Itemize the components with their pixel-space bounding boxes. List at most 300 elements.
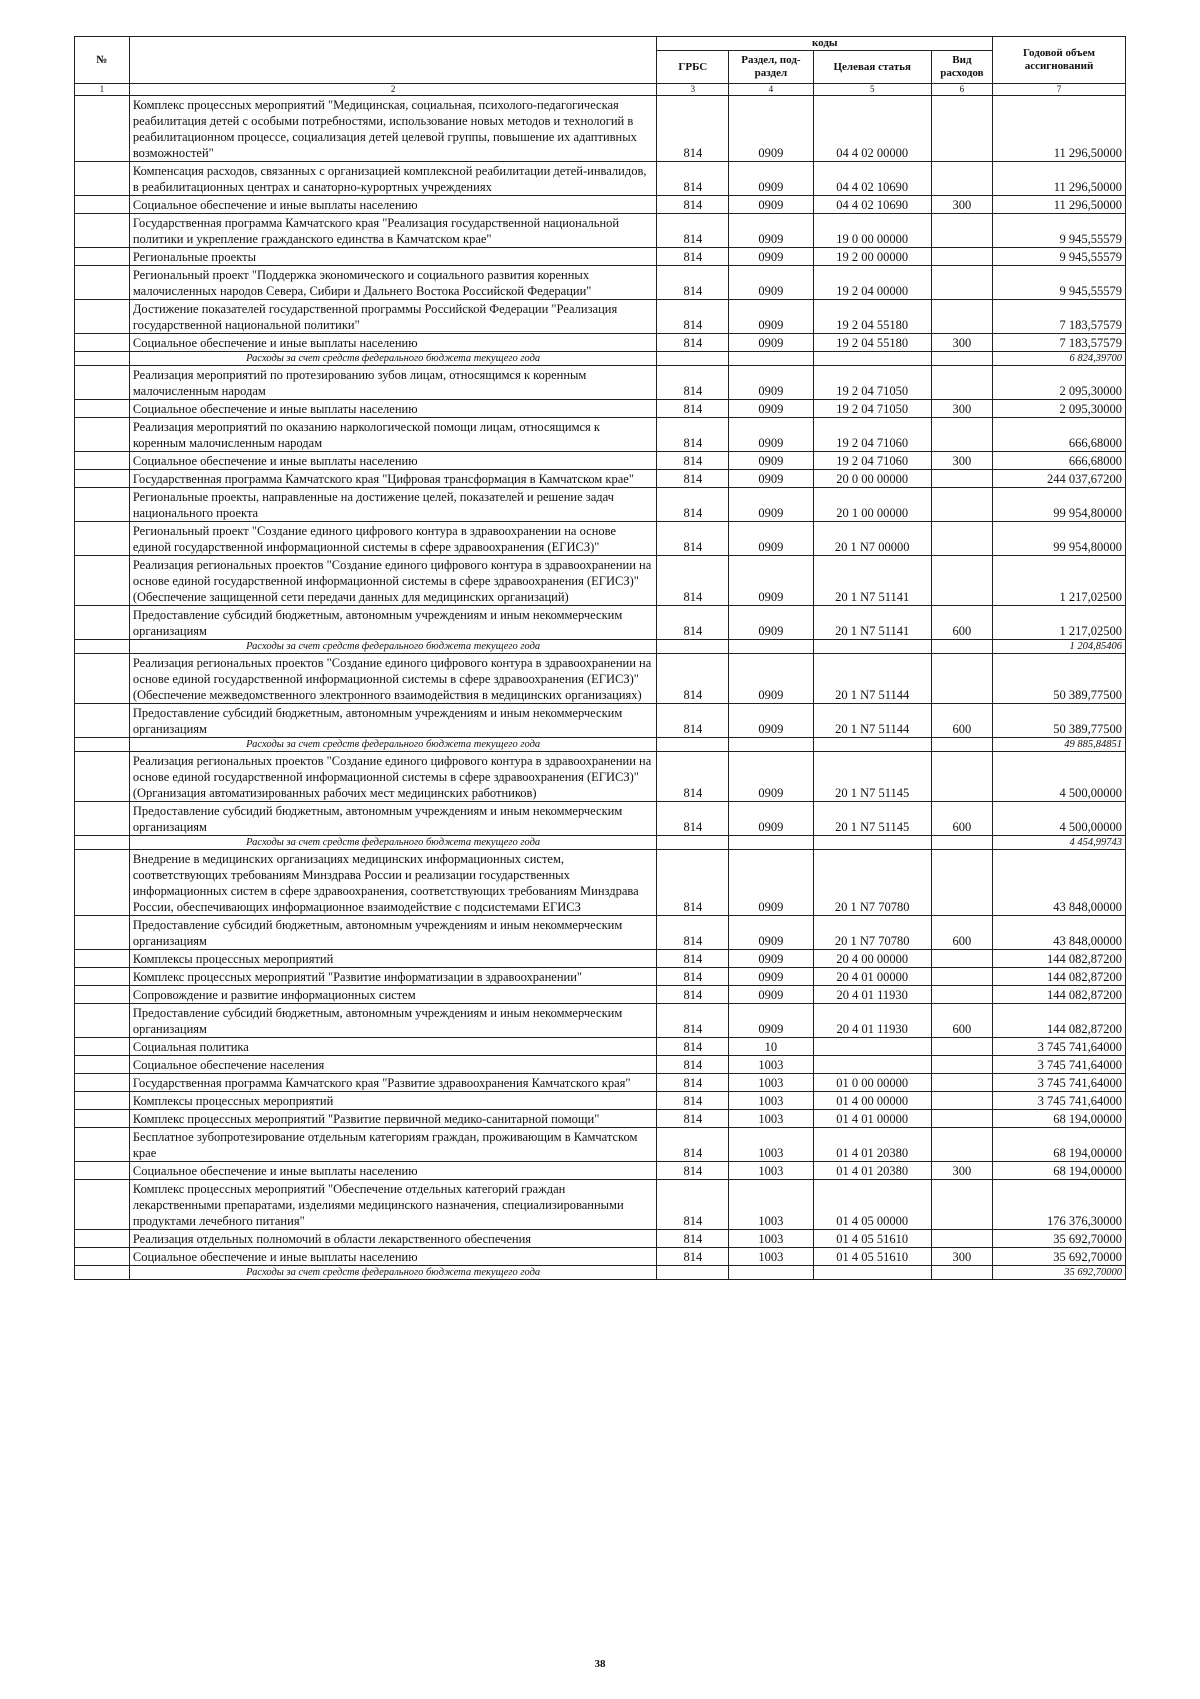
page-number: 38 — [594, 1658, 606, 1670]
razdel-cell: 1003 — [729, 1056, 813, 1074]
tsel-cell: 01 4 05 51610 — [813, 1248, 931, 1266]
sum-cell: 7 183,57579 — [993, 334, 1126, 352]
sum-cell: 3 745 741,64000 — [993, 1056, 1126, 1074]
table-row — [75, 248, 1126, 266]
sum-cell: 2 095,30000 — [993, 400, 1126, 418]
tsel-cell — [813, 352, 931, 366]
grbs-cell: 814 — [657, 1038, 729, 1056]
sum-cell: 50 389,77500 — [993, 704, 1126, 738]
grbs-cell: 814 — [657, 196, 729, 214]
header-description — [129, 37, 657, 84]
tsel-cell: 01 4 05 51610 — [813, 1230, 931, 1248]
row-number-cell — [75, 1128, 130, 1162]
table-row — [75, 96, 1126, 162]
tsel-cell: 20 1 00 00000 — [813, 488, 931, 522]
header-index: 3 — [657, 84, 729, 96]
razdel-cell: 1003 — [729, 1110, 813, 1128]
razdel-cell: 1003 — [729, 1092, 813, 1110]
description-cell: Комплекс процессных мероприятий "Развитие информатизации в здравоохранении" — [129, 968, 657, 986]
tsel-cell: 01 4 00 00000 — [813, 1092, 931, 1110]
grbs-cell: 814 — [657, 334, 729, 352]
table-row — [75, 654, 1126, 704]
vid-cell — [931, 556, 992, 606]
table-row — [75, 522, 1126, 556]
table-row — [75, 606, 1126, 640]
razdel-cell: 0909 — [729, 488, 813, 522]
grbs-cell: 814 — [657, 162, 729, 196]
description-cell: Социальная политика — [129, 1038, 657, 1056]
table-row — [75, 752, 1126, 802]
table-row — [75, 452, 1126, 470]
grbs-cell: 814 — [657, 1056, 729, 1074]
description-cell: Сопровождение и развитие информационных систем — [129, 986, 657, 1004]
row-number-cell — [75, 418, 130, 452]
grbs-cell: 814 — [657, 488, 729, 522]
description-cell: Расходы за счет средств федерального бюджета текущего года — [129, 1266, 657, 1280]
sum-cell: 244 037,67200 — [993, 470, 1126, 488]
tsel-cell: 01 4 05 00000 — [813, 1180, 931, 1230]
sum-cell: 43 848,00000 — [993, 850, 1126, 916]
sum-cell: 99 954,80000 — [993, 522, 1126, 556]
vid-cell — [931, 968, 992, 986]
razdel-cell: 0909 — [729, 522, 813, 556]
description-cell: Реализация отдельных полномочий в области лекарственного обеспечения — [129, 1230, 657, 1248]
description-cell: Внедрение в медицинских организациях медицинских информационных систем, соответствующих требованиям Минздрава России и реализации государственных информационных систем в сфере здравоохранения, соответствующих требованиям Минздрава России, обеспечивающих информационное взаимодействие с подсистемами ЕГИСЗ — [129, 850, 657, 916]
grbs-cell: 814 — [657, 950, 729, 968]
table-row — [75, 986, 1126, 1004]
tsel-cell: 20 1 N7 00000 — [813, 522, 931, 556]
vid-cell — [931, 366, 992, 400]
vid-cell — [931, 1110, 992, 1128]
vid-cell — [931, 654, 992, 704]
razdel-cell: 0909 — [729, 916, 813, 950]
vid-cell — [931, 214, 992, 248]
vid-cell: 600 — [931, 606, 992, 640]
tsel-cell: 20 1 N7 51145 — [813, 802, 931, 836]
tsel-cell: 20 1 N7 70780 — [813, 850, 931, 916]
grbs-cell: 814 — [657, 418, 729, 452]
table-row — [75, 1230, 1126, 1248]
grbs-cell: 814 — [657, 1128, 729, 1162]
description-cell: Социальное обеспечение и иные выплаты населению — [129, 400, 657, 418]
table-row — [75, 400, 1126, 418]
row-number-cell — [75, 400, 130, 418]
budget-table-page — [74, 36, 1126, 1280]
sum-cell: 7 183,57579 — [993, 300, 1126, 334]
table-row — [75, 850, 1126, 916]
vid-cell: 600 — [931, 802, 992, 836]
table-row — [75, 1110, 1126, 1128]
row-number-cell — [75, 522, 130, 556]
sum-cell: 666,68000 — [993, 418, 1126, 452]
sum-cell: 1 217,02500 — [993, 606, 1126, 640]
table-row — [75, 1038, 1126, 1056]
vid-cell: 600 — [931, 704, 992, 738]
table-row — [75, 334, 1126, 352]
sum-cell: 3 745 741,64000 — [993, 1092, 1126, 1110]
vid-cell — [931, 640, 992, 654]
federal-budget-row — [75, 1266, 1126, 1280]
row-number-cell — [75, 300, 130, 334]
federal-budget-row — [75, 836, 1126, 850]
razdel-cell: 0909 — [729, 968, 813, 986]
description-cell: Реализация мероприятий по оказанию наркологической помощи лицам, относящимся к коренным малочисленным народам — [129, 418, 657, 452]
description-cell: Расходы за счет средств федерального бюджета текущего года — [129, 352, 657, 366]
sum-cell: 11 296,50000 — [993, 196, 1126, 214]
grbs-cell: 814 — [657, 1230, 729, 1248]
razdel-cell: 0909 — [729, 96, 813, 162]
description-cell: Реализация региональных проектов "Создание единого цифрового контура в здравоохранении на основе единой государственной информационной системы в сфере здравоохранения (ЕГИСЗ)" (Обеспечение межведомственного электронного взаимодействия в медицинских организациях) — [129, 654, 657, 704]
description-cell: Комплекс процессных мероприятий "Обеспечение отдельных категорий граждан лекарственными препаратами, изделиями медицинского назначения, специализированными продуктами лечебного питания" — [129, 1180, 657, 1230]
vid-cell — [931, 266, 992, 300]
grbs-cell: 814 — [657, 654, 729, 704]
razdel-cell: 1003 — [729, 1128, 813, 1162]
header-index: 2 — [129, 84, 657, 96]
grbs-cell: 814 — [657, 1248, 729, 1266]
sum-cell: 43 848,00000 — [993, 916, 1126, 950]
grbs-cell: 814 — [657, 522, 729, 556]
table-row — [75, 704, 1126, 738]
grbs-cell: 814 — [657, 1110, 729, 1128]
grbs-cell: 814 — [657, 1092, 729, 1110]
grbs-cell: 814 — [657, 214, 729, 248]
description-cell: Государственная программа Камчатского края "Цифровая трансформация в Камчатском крае" — [129, 470, 657, 488]
razdel-cell — [729, 1266, 813, 1280]
header-vid: Вид расходов — [931, 51, 992, 84]
sum-cell: 68 194,00000 — [993, 1128, 1126, 1162]
vid-cell — [931, 488, 992, 522]
description-cell: Предоставление субсидий бюджетным, автономным учреждениям и иным некоммерческим организациям — [129, 802, 657, 836]
row-number-cell — [75, 96, 130, 162]
vid-cell — [931, 836, 992, 850]
vid-cell — [931, 850, 992, 916]
sum-cell: 144 082,87200 — [993, 968, 1126, 986]
tsel-cell: 20 1 N7 51145 — [813, 752, 931, 802]
row-number-cell — [75, 162, 130, 196]
tsel-cell: 19 2 04 71060 — [813, 418, 931, 452]
table-row — [75, 488, 1126, 522]
sum-cell: 9 945,55579 — [993, 248, 1126, 266]
vid-cell — [931, 1074, 992, 1092]
description-cell: Региональные проекты — [129, 248, 657, 266]
vid-cell: 300 — [931, 1162, 992, 1180]
description-cell: Региональный проект "Поддержка экономического и социального развития коренных малочисленных народов Севера, Сибири и Дальнего Востока Российской Федерации" — [129, 266, 657, 300]
description-cell: Реализация мероприятий по протезированию зубов лицам, относящимся к коренным малочисленным народам — [129, 366, 657, 400]
table-row — [75, 266, 1126, 300]
razdel-cell: 0909 — [729, 470, 813, 488]
tsel-cell: 04 4 02 10690 — [813, 196, 931, 214]
sum-cell: 49 885,84851 — [993, 738, 1126, 752]
description-cell: Компенсация расходов, связанных с организацией комплексной реабилитации детей-инвалидов, в реабилитационных центрах и санаторно-курортных учреждениях — [129, 162, 657, 196]
federal-budget-row — [75, 640, 1126, 654]
razdel-cell: 0909 — [729, 752, 813, 802]
header-index: 4 — [729, 84, 813, 96]
vid-cell: 300 — [931, 452, 992, 470]
description-cell: Государственная программа Камчатского края "Реализация государственной национальной политики и укрепление гражданского единства в Камчатском крае" — [129, 214, 657, 248]
vid-cell — [931, 162, 992, 196]
table-row — [75, 1180, 1126, 1230]
header-index: 7 — [993, 84, 1126, 96]
razdel-cell — [729, 738, 813, 752]
grbs-cell: 814 — [657, 986, 729, 1004]
razdel-cell: 0909 — [729, 366, 813, 400]
description-cell: Социальное обеспечение и иные выплаты населению — [129, 1162, 657, 1180]
vid-cell — [931, 738, 992, 752]
razdel-cell: 0909 — [729, 196, 813, 214]
table-row — [75, 1162, 1126, 1180]
tsel-cell: 20 1 N7 51144 — [813, 654, 931, 704]
grbs-cell — [657, 640, 729, 654]
description-cell: Государственная программа Камчатского края "Развитие здравоохранения Камчатского края" — [129, 1074, 657, 1092]
tsel-cell: 19 2 04 55180 — [813, 334, 931, 352]
row-number-cell — [75, 488, 130, 522]
tsel-cell: 19 2 00 00000 — [813, 248, 931, 266]
sum-cell: 11 296,50000 — [993, 96, 1126, 162]
razdel-cell: 0909 — [729, 214, 813, 248]
grbs-cell: 814 — [657, 606, 729, 640]
table-row — [75, 1074, 1126, 1092]
razdel-cell: 0909 — [729, 400, 813, 418]
razdel-cell: 0909 — [729, 850, 813, 916]
tsel-cell: 04 4 02 10690 — [813, 162, 931, 196]
sum-cell: 1 217,02500 — [993, 556, 1126, 606]
grbs-cell: 814 — [657, 470, 729, 488]
grbs-cell — [657, 836, 729, 850]
sum-cell: 50 389,77500 — [993, 654, 1126, 704]
row-number-cell — [75, 1248, 130, 1266]
grbs-cell: 814 — [657, 1180, 729, 1230]
row-number-cell — [75, 1092, 130, 1110]
tsel-cell: 19 2 04 55180 — [813, 300, 931, 334]
row-number-cell — [75, 334, 130, 352]
table-row — [75, 366, 1126, 400]
header-index: 1 — [75, 84, 130, 96]
grbs-cell: 814 — [657, 704, 729, 738]
tsel-cell: 01 4 01 20380 — [813, 1128, 931, 1162]
vid-cell — [931, 522, 992, 556]
row-number-cell — [75, 606, 130, 640]
tsel-cell: 20 0 00 00000 — [813, 470, 931, 488]
table-row — [75, 162, 1126, 196]
sum-cell: 9 945,55579 — [993, 214, 1126, 248]
vid-cell — [931, 418, 992, 452]
vid-cell: 600 — [931, 1004, 992, 1038]
vid-cell — [931, 300, 992, 334]
sum-cell: 4 500,00000 — [993, 752, 1126, 802]
sum-cell: 4 500,00000 — [993, 802, 1126, 836]
tsel-cell: 01 4 01 20380 — [813, 1162, 931, 1180]
table-row — [75, 1056, 1126, 1074]
row-number-cell — [75, 556, 130, 606]
row-number-cell — [75, 1074, 130, 1092]
vid-cell — [931, 1092, 992, 1110]
sum-cell: 35 692,70000 — [993, 1248, 1126, 1266]
vid-cell: 300 — [931, 1248, 992, 1266]
razdel-cell: 0909 — [729, 606, 813, 640]
description-cell: Предоставление субсидий бюджетным, автономным учреждениям и иным некоммерческим организациям — [129, 916, 657, 950]
budget-table — [74, 36, 1126, 1280]
sum-cell: 6 824,39700 — [993, 352, 1126, 366]
razdel-cell: 0909 — [729, 334, 813, 352]
federal-budget-row — [75, 352, 1126, 366]
description-cell: Расходы за счет средств федерального бюджета текущего года — [129, 738, 657, 752]
razdel-cell — [729, 640, 813, 654]
sum-cell: 1 204,85406 — [993, 640, 1126, 654]
sum-cell: 99 954,80000 — [993, 488, 1126, 522]
description-cell: Комплекс процессных мероприятий "Развитие первичной медико-санитарной помощи" — [129, 1110, 657, 1128]
row-number-cell — [75, 704, 130, 738]
grbs-cell: 814 — [657, 452, 729, 470]
table-row — [75, 1128, 1126, 1162]
description-cell: Достижение показателей государственной программы Российской Федерации "Реализация государственной национальной политики" — [129, 300, 657, 334]
row-number-cell — [75, 850, 130, 916]
grbs-cell: 814 — [657, 1162, 729, 1180]
tsel-cell — [813, 1038, 931, 1056]
razdel-cell — [729, 836, 813, 850]
vid-cell — [931, 248, 992, 266]
grbs-cell: 814 — [657, 916, 729, 950]
grbs-cell — [657, 1266, 729, 1280]
razdel-cell: 0909 — [729, 950, 813, 968]
header-godovoy: Годовой объем ассигнований — [993, 37, 1126, 84]
federal-budget-row — [75, 738, 1126, 752]
description-cell: Бесплатное зубопротезирование отдельным категориям граждан, проживающим в Камчатском крае — [129, 1128, 657, 1162]
table-row — [75, 470, 1126, 488]
razdel-cell: 0909 — [729, 162, 813, 196]
tsel-cell — [813, 640, 931, 654]
grbs-cell: 814 — [657, 850, 729, 916]
razdel-cell: 1003 — [729, 1230, 813, 1248]
razdel-cell: 0909 — [729, 266, 813, 300]
header-num: № — [75, 37, 130, 84]
grbs-cell: 814 — [657, 248, 729, 266]
row-number-cell — [75, 950, 130, 968]
vid-cell: 300 — [931, 334, 992, 352]
grbs-cell: 814 — [657, 556, 729, 606]
razdel-cell: 0909 — [729, 704, 813, 738]
row-number-cell — [75, 640, 130, 654]
header-kody: коды — [657, 37, 993, 51]
tsel-cell — [813, 1266, 931, 1280]
table-row — [75, 916, 1126, 950]
row-number-cell — [75, 654, 130, 704]
row-number-cell — [75, 986, 130, 1004]
tsel-cell: 19 2 04 71050 — [813, 400, 931, 418]
description-cell: Предоставление субсидий бюджетным, автономным учреждениям и иным некоммерческим организациям — [129, 606, 657, 640]
description-cell: Региональный проект "Создание единого цифрового контура в здравоохранении на основе единой государственной информационной системы в сфере здравоохранения (ЕГИСЗ)" — [129, 522, 657, 556]
row-number-cell — [75, 452, 130, 470]
vid-cell — [931, 470, 992, 488]
row-number-cell — [75, 1230, 130, 1248]
row-number-cell — [75, 470, 130, 488]
row-number-cell — [75, 1162, 130, 1180]
description-cell: Расходы за счет средств федерального бюджета текущего года — [129, 640, 657, 654]
row-number-cell — [75, 802, 130, 836]
sum-cell: 68 194,00000 — [993, 1162, 1126, 1180]
razdel-cell: 0909 — [729, 802, 813, 836]
razdel-cell: 0909 — [729, 986, 813, 1004]
sum-cell: 3 745 741,64000 — [993, 1038, 1126, 1056]
tsel-cell — [813, 738, 931, 752]
vid-cell — [931, 1038, 992, 1056]
row-number-cell — [75, 1038, 130, 1056]
row-number-cell — [75, 1004, 130, 1038]
sum-cell: 4 454,99743 — [993, 836, 1126, 850]
row-number-cell — [75, 266, 130, 300]
row-number-cell — [75, 366, 130, 400]
header-index: 5 — [813, 84, 931, 96]
tsel-cell: 19 2 04 71050 — [813, 366, 931, 400]
sum-cell: 35 692,70000 — [993, 1230, 1126, 1248]
budget-table-body — [75, 96, 1126, 1280]
row-number-cell — [75, 196, 130, 214]
table-row — [75, 802, 1126, 836]
grbs-cell: 814 — [657, 300, 729, 334]
sum-cell: 144 082,87200 — [993, 986, 1126, 1004]
razdel-cell: 1003 — [729, 1248, 813, 1266]
row-number-cell — [75, 214, 130, 248]
row-number-cell — [75, 1056, 130, 1074]
description-cell: Социальное обеспечение и иные выплаты населению — [129, 1248, 657, 1266]
grbs-cell: 814 — [657, 1074, 729, 1092]
description-cell: Предоставление субсидий бюджетным, автономным учреждениям и иным некоммерческим организациям — [129, 1004, 657, 1038]
header-razdel: Раздел, под-раздел — [729, 51, 813, 84]
description-cell: Комплекс процессных мероприятий "Медицинская, социальная, психолого-педагогическая реабилитация детей с особыми потребностями, использование новых методов и технологий в реабилитационном процессе, социализация детей целевой группы, повышение их адаптивных возможностей" — [129, 96, 657, 162]
description-cell: Социальное обеспечение и иные выплаты населению — [129, 452, 657, 470]
vid-cell — [931, 986, 992, 1004]
row-number-cell — [75, 752, 130, 802]
tsel-cell: 01 4 01 00000 — [813, 1110, 931, 1128]
table-row — [75, 196, 1126, 214]
tsel-cell: 20 4 01 00000 — [813, 968, 931, 986]
vid-cell — [931, 1266, 992, 1280]
tsel-cell — [813, 1056, 931, 1074]
sum-cell: 9 945,55579 — [993, 266, 1126, 300]
razdel-cell: 0909 — [729, 452, 813, 470]
grbs-cell — [657, 738, 729, 752]
vid-cell — [931, 1128, 992, 1162]
table-row — [75, 1004, 1126, 1038]
description-cell: Региональные проекты, направленные на достижение целей, показателей и решение задач национального проекта — [129, 488, 657, 522]
grbs-cell: 814 — [657, 968, 729, 986]
razdel-cell: 1003 — [729, 1162, 813, 1180]
vid-cell — [931, 1230, 992, 1248]
sum-cell: 3 745 741,64000 — [993, 1074, 1126, 1092]
sum-cell: 666,68000 — [993, 452, 1126, 470]
grbs-cell — [657, 352, 729, 366]
tsel-cell: 01 0 00 00000 — [813, 1074, 931, 1092]
header-tsel: Целевая статья — [813, 51, 931, 84]
description-cell: Комплексы процессных мероприятий — [129, 950, 657, 968]
table-row — [75, 300, 1126, 334]
vid-cell: 300 — [931, 400, 992, 418]
row-number-cell — [75, 248, 130, 266]
tsel-cell: 19 2 04 71060 — [813, 452, 931, 470]
row-number-cell — [75, 352, 130, 366]
sum-cell: 144 082,87200 — [993, 950, 1126, 968]
table-row — [75, 1248, 1126, 1266]
razdel-cell — [729, 352, 813, 366]
vid-cell — [931, 96, 992, 162]
vid-cell — [931, 950, 992, 968]
razdel-cell: 0909 — [729, 300, 813, 334]
razdel-cell: 0909 — [729, 654, 813, 704]
sum-cell: 35 692,70000 — [993, 1266, 1126, 1280]
table-row — [75, 968, 1126, 986]
tsel-cell: 19 2 04 00000 — [813, 266, 931, 300]
grbs-cell: 814 — [657, 802, 729, 836]
grbs-cell: 814 — [657, 1004, 729, 1038]
